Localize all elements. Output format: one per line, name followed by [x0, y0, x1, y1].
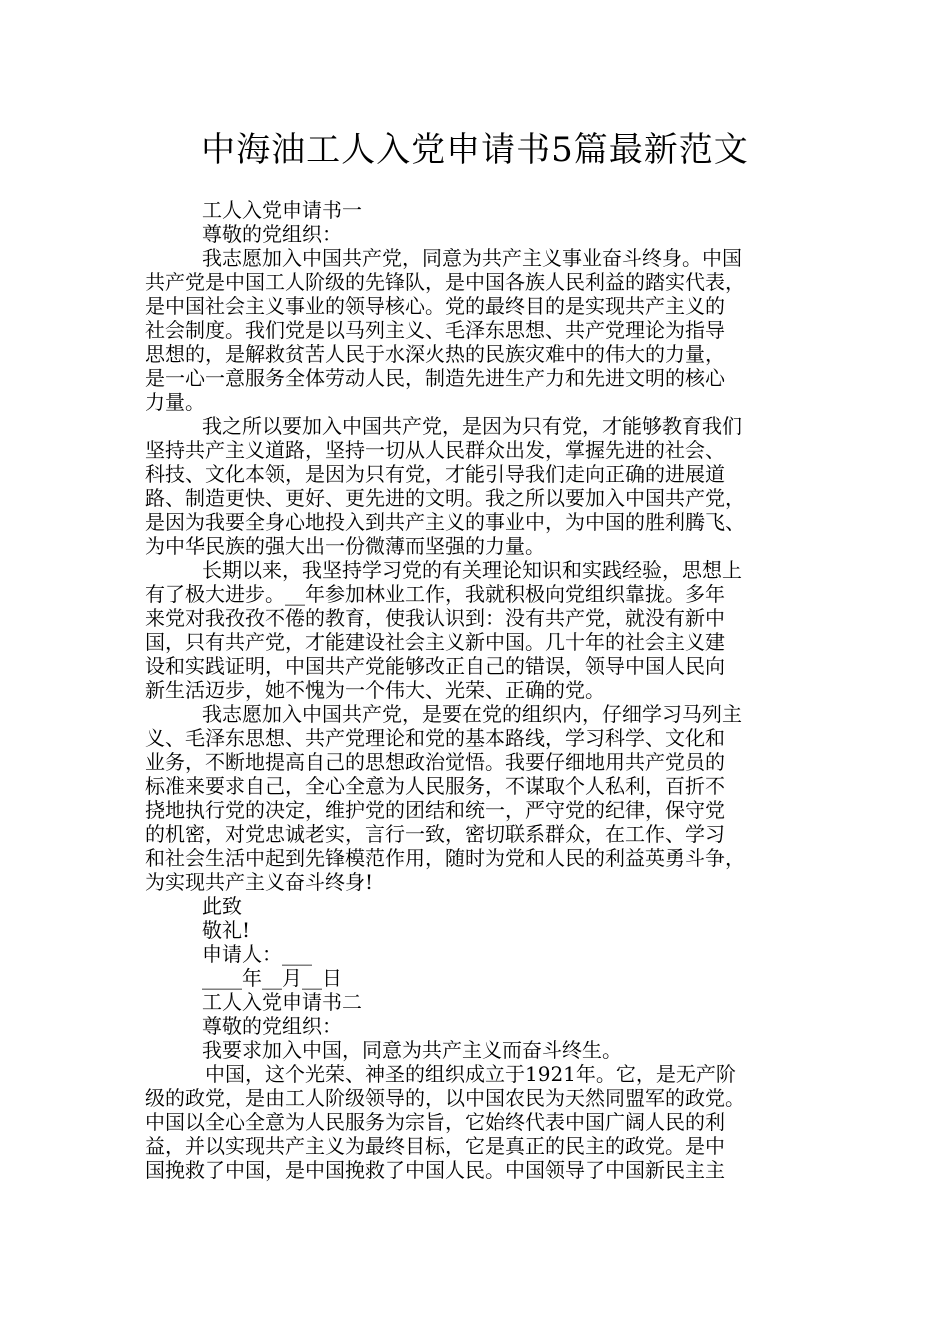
text-line: 是一心一意服务全体劳动人民，制造先进生产力和先进文明的核心 [145, 366, 725, 390]
text-line: 益，并以实现共产主义为最终目标，它是真正的民主的政党。是中 [145, 1134, 725, 1158]
text-line: 长期以来，我坚持学习党的有关理论知识和实践经验，思想上 [202, 558, 742, 582]
text-line: 敬礼! [202, 918, 251, 942]
text-line: 来党对我孜孜不倦的教育，使我认识到：没有共产党，就没有新中 [145, 606, 725, 630]
text-line: 工人入党申请书二 [202, 990, 362, 1014]
text-line: 路、制造更快、更好、更先进的文明。我之所以要加入中国共产党， [145, 486, 745, 510]
text-line: 义、毛泽东思想、共产党理论和党的基本路线，学习科学、文化和 [145, 726, 725, 750]
text-line: 此致 [202, 894, 242, 918]
text-line: 尊敬的党组织： [202, 222, 342, 246]
text-line: 共产党是中国工人阶级的先锋队，是中国各族人民利益的踏实代表， [145, 270, 745, 294]
text-line: 的机密，对党忠诚老实，言行一致，密切联系群众，在工作、学习 [145, 822, 725, 846]
text-line: 是中国社会主义事业的领导核心。党的最终目的是实现共产主义的 [145, 294, 725, 318]
text-line: 国，只有共产党，才能建设社会主义新中国。几十年的社会主义建 [145, 630, 725, 654]
text-line: 我志愿加入中国共产党，同意为共产主义事业奋斗终身。中国 [202, 246, 742, 270]
text-line: 国挽救了中国，是中国挽救了中国人民。中国领导了中国新民主主 [145, 1158, 725, 1182]
text-line: 思想的，是解救贫苦人民于水深火热的民族灾难中的伟大的力量， [145, 342, 725, 366]
text-line: 业务，不断地提高自己的思想政治觉悟。我要仔细地用共产党员的 [145, 750, 725, 774]
text-line: 和社会生活中起到先锋模范作用，随时为党和人民的利益英勇斗争， [145, 846, 745, 870]
text-line: 级的政党，是由工人阶级领导的，以中国农民为天然同盟军的政党。 [145, 1086, 745, 1110]
text-line: 坚持共产主义道路，坚持一切从人民群众出发，掌握先进的社会、 [145, 438, 725, 462]
text-line: 中国，这个光荣、神圣的组织成立于1921年。它，是无产阶 [205, 1062, 736, 1086]
text-line: 标准来要求自己，全心全意为人民服务，不谋取个人私利，百折不 [145, 774, 725, 798]
text-line: 我志愿加入中国共产党，是要在党的组织内，仔细学习马列主 [202, 702, 742, 726]
document-title: 中海油工人入党申请书5篇最新范文 [201, 130, 749, 170]
text-line: 我要求加入中国，同意为共产主义而奋斗终生。 [202, 1038, 622, 1062]
text-line: 设和实践证明，中国共产党能够改正自己的错误，领导中国人民向 [145, 654, 725, 678]
text-line: 社会制度。我们党是以马列主义、毛泽东思想、共产党理论为指导 [145, 318, 725, 342]
text-line: 新生活迈步，她不愧为一个伟大、光荣、正确的党。 [145, 678, 605, 702]
text-line: 是因为我要全身心地投入到共产主义的事业中，为中国的胜利腾飞、 [145, 510, 745, 534]
text-line: 挠地执行党的决定，维护党的团结和统一，严守党的纪律，保守党 [145, 798, 725, 822]
text-line: 有了极大进步。__年参加林业工作，我就积极向党组织靠拢。多年 [145, 582, 725, 606]
text-line: 我之所以要加入中国共产党，是因为只有党，才能够教育我们 [202, 414, 742, 438]
text-line: 科技、文化本领，是因为只有党，才能引导我们走向正确的进展道 [145, 462, 725, 486]
text-line: 尊敬的党组织： [202, 1014, 342, 1038]
text-line: 力量。 [145, 390, 205, 414]
text-line: ____年__月__日 [202, 966, 342, 990]
text-line: 工人入党申请书一 [202, 198, 362, 222]
text-line: 申请人：___ [202, 942, 312, 966]
text-line: 为实现共产主义奋斗终身! [145, 870, 374, 894]
document-body [145, 198, 813, 1182]
text-line: 为中华民族的强大出一份微薄而坚强的力量。 [145, 534, 545, 558]
text-line: 中国以全心全意为人民服务为宗旨，它始终代表中国广阔人民的利 [145, 1110, 725, 1134]
